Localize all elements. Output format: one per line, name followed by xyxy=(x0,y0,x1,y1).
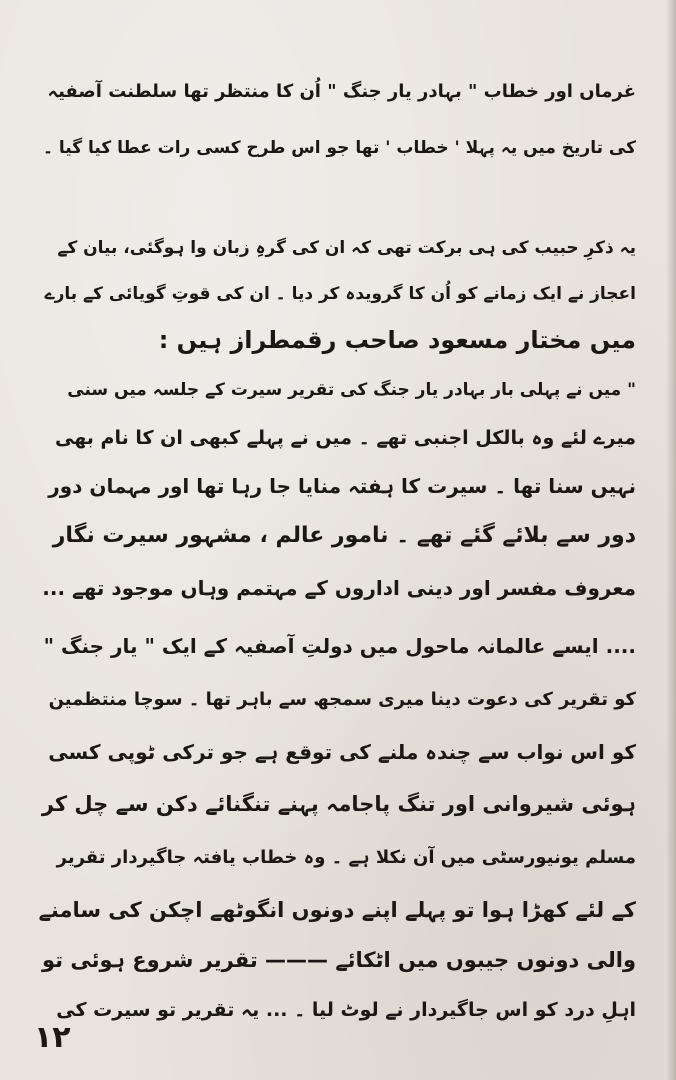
quote-line: کو تقریر کی دعوت دینا میری سمجھ سے باہر تھا ۔ سوچا منتظمین xyxy=(48,689,636,710)
quote-line: کے لئے کھڑا ہوا تو پہلے اپنے دونوں انگوٹھے اچکن کی سامنے xyxy=(38,898,636,922)
quote-line: والی دونوں جیبوں میں اٹکائے ——— تقریر شروع ہوئی تو xyxy=(42,948,636,972)
quote-line: .... ایسے عالمانہ ماحول میں دولتِ آصفیہ کے ایک " یار جنگ " xyxy=(43,634,636,658)
quote-line: " میں نے پہلی بار بہادر یار جنگ کی تقریر سیرت کے جلسہ میں سنی xyxy=(67,380,636,400)
quote-line: اہلِ درد کو اس جاگیردار نے لوٹ لیا ۔ ... یہ تقریر تو سیرت کی xyxy=(56,999,636,1021)
quote-line: میرے لئے وہ بالکل اجنبی تھے ۔ میں نے پہلے کبھی ان کا نام بھی xyxy=(55,427,636,449)
quote-line: کو اس نواب سے چندہ ملنے کی توقع ہے جو ترکی ٹوپی کسی xyxy=(48,740,636,764)
quote-line: مسلم یونیورسٹی میں آن نکلا ہے ۔ وہ خطاب یافتہ جاگیردار تقریر xyxy=(56,847,636,868)
text-line: کی تاریخ میں یہ پہلا ' خطاب ' تھا جو اس طرح کسی رات عطا کیا گیا ۔ xyxy=(43,138,636,158)
text-line: میں مختار مسعود صاحب رقمطراز ہیں : xyxy=(158,326,636,354)
page-edge-shadow xyxy=(666,0,676,1080)
quote-line: معروف مفسر اور دینی اداروں کے مہتمم وہاں موجود تھے ... xyxy=(42,576,636,600)
quote-line: نہیں سنا تھا ۔ سیرت کا ہفتہ منایا جا رہا تھا اور مہمان دور xyxy=(48,474,636,498)
text-line: غرماں اور خطاب " بہادر یار جنگ " اُن کا منتظر تھا سلطنت آصفیہ xyxy=(47,81,636,102)
text-line: یہ ذکرِ حبیب کی ہی برکت تھی کہ ان کی گرہِ زبان وا ہوگئی، بیان کے xyxy=(57,238,636,258)
quote-line: دور سے بلائے گئے تھے ۔ نامور عالم ، مشہور سیرت نگار xyxy=(52,523,636,548)
quote-line: ہوئی شیروانی اور تنگ پاجامہ پہنے تنگنائے دکن سے چل کر xyxy=(41,792,636,816)
text-line: اعجاز نے ایک زمانے کو اُن کا گرویدہ کر دیا ۔ ان کی قوتِ گویائی کے بارے xyxy=(44,284,636,304)
page-number: ١٢ xyxy=(34,1020,71,1055)
